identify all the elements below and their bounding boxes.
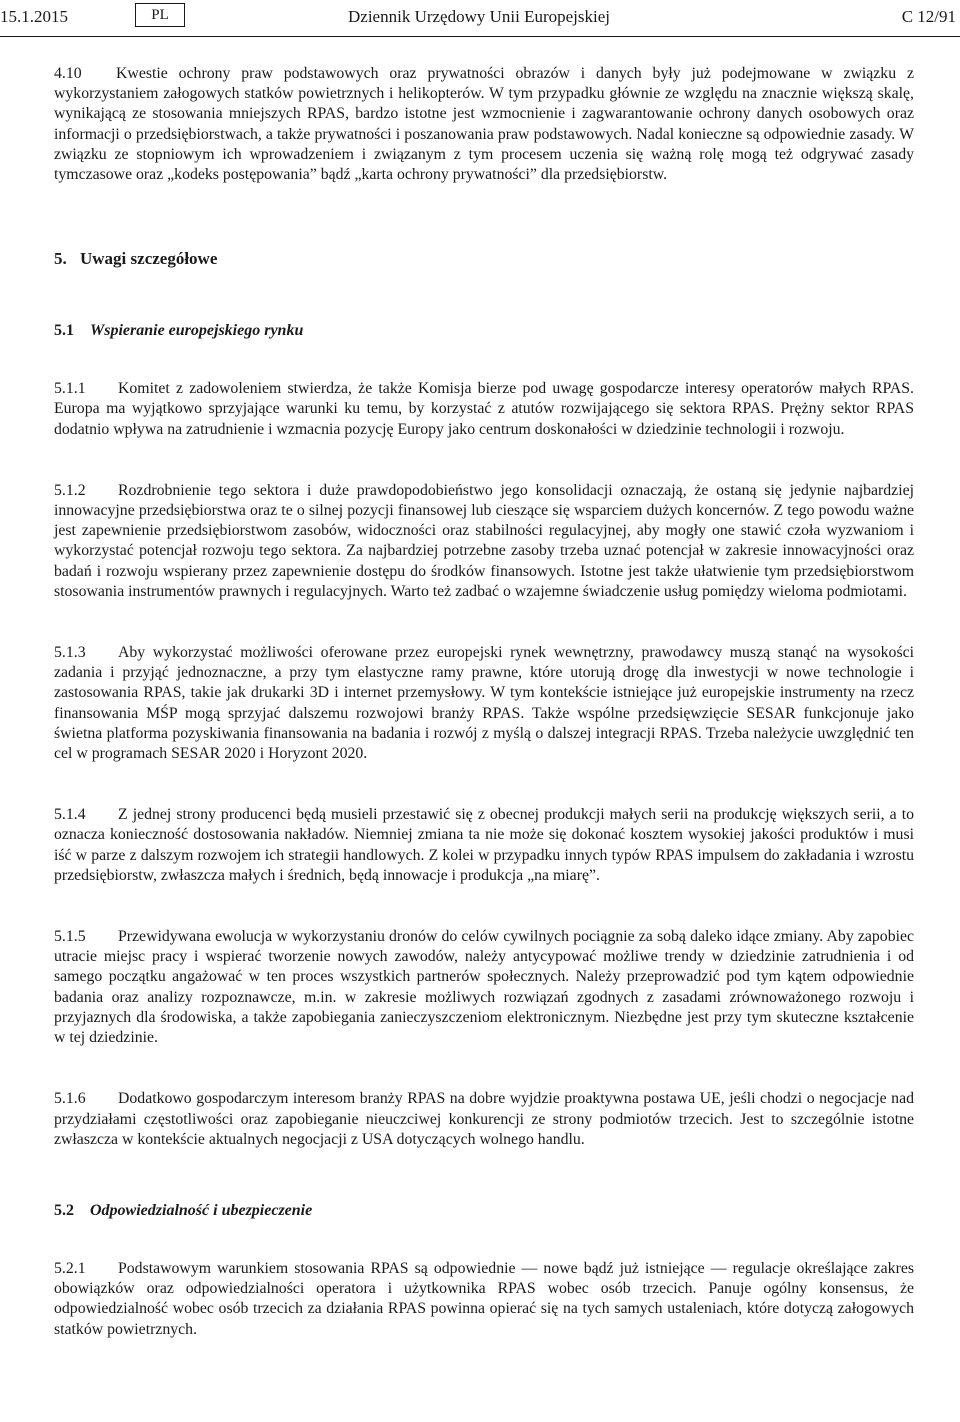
subsection-title: Wspieranie europejskiego rynku [90,322,304,340]
paragraph-text: Z jednej strony producenci będą musieli przestawić się z obecnej produkcji małych serii na produkcję większych serii, a to oznacza konieczność dostosowania nakładów. Niemniej zmiana ta nie może się dokonać kosztem wysokiej jakości produktów i musi iść w parze z dalszym rozwojem ich strategii handlowych. Z kolei w przypadku innych typów RPAS impulsem do zakładania i wzrostu przedsiębiorstw, zwłaszcza małych i średnich, będą innowacje i produkcja „na miarę”. [54,806,914,884]
paragraph-text: Aby wykorzystać możliwości oferowane przez europejski rynek wewnętrzny, prawodawcy muszą stanąć na wysokości zadania i przyjąć jednoznaczne, a przy tym elastyczne ramy prawne, które utorują drogę dla inwestycji w nowe technologie i zastosowania RPAS, takie jak drukarki 3D i internet przemysłowy. W tym kontekście istniejące już europejskie instrumenty na rzecz finansowania MŚP mogą sprzyjać dalszemu rozwojowi branży RPAS. Także wspólne przedsięwzięcie SESAR funkcjonuje jako świetna platforma pozyskiwania finansowania na badania i rozwój z myślą o dalszej integracji RPAS. Trzeba należycie uwzględnić ten cel w programach SESAR 2020 i Horyzont 2020. [54,644,914,763]
paragraph-number: 5.2.1 [54,1259,86,1277]
subsection-title: Odpowiedzialność i ubezpieczenie [90,1201,313,1219]
subsection-heading-5-1 [54,320,914,342]
paragraph-5-1-1 [54,379,914,440]
paragraph-text: Przewidywana ewolucja w wykorzystaniu dronów do celów cywilnych pociągnie za sobą daleko idące zmiany. Aby zapobiec utracie miejsc pracy i wspierać tworzenie nowych zawodów, należy antycypować możliwe trendy w dziedzinie zatrudnienia i od samego początku angażować w ten proces wszystkich partnerów społecznych. Należy przeprowadzić pod tym kątem odpowiednie badania oraz analizy rozpoznawcze, m.in. w zakresie możliwych rozwiązań zgodnych z zasadami zrównoważonego rozwoju i przyjaznych dla środowiska, a także zapobiegania zanieczyszczeniom elektronicznym. Niezbędne jest przy tym skuteczne kształcenie w tej dziedzinie. [54,928,914,1047]
paragraph-5-1-6 [54,1089,914,1150]
paragraph-text: Podstawowym warunkiem stosowania RPAS są odpowiednie — nowe bądź już istniejące — regulacje określające zakres obowiązków oraz odpowiedzialności operatora i użytkownika RPAS wobec osób trzecich. Panuje ogólny konsensus, że odpowiedzialność wobec osób trzecich za działania RPAS powinna opierać się na tych samych ustaleniach, które dotyczą załogowych statków powietrznych. [54,1259,914,1338]
paragraph-text: Komitet z zadowoleniem stwierdza, że także Komisja bierze pod uwagę gospodarcze interesy operatorów małych RPAS. Europa ma wyjątkowo sprzyjające warunki ku temu, by korzystać z atutów rozwijającego się sektora RPAS. Prężny sektor RPAS dodatnio wpływa na zatrudnienie i wzmacnia pozycję Europy jako centrum doskonałości w dziedzinie technologii i rozwoju. [54,380,914,438]
paragraph-number: 5.1.3 [54,644,86,662]
journal-reference: C 12/91 [901,7,956,26]
paragraph-number: 5.1.2 [54,481,86,499]
publication-date: 15.1.2015 [0,7,68,26]
paragraph-number: 5.1.5 [54,928,86,946]
document-body [54,64,914,1340]
subsection-number: 5.1 [54,322,74,340]
paragraph-5-1-3 [54,643,914,764]
journal-title: Dziennik Urzędowy Unii Europejskiej [348,7,611,26]
section-title: Uwagi szczegółowe [80,249,218,269]
section-heading-5 [54,248,914,270]
paragraph-4-10 [54,64,914,185]
paragraph-text: Rozdrobnienie tego sektora i duże prawdopodobieństwo jego konsolidacji oznaczają, że ostaną się jedynie najbardziej innowacyjne przedsiębiorstwa oraz te o silnej pozycji finansowej lub cieszące się wsparciem dużych koncernów. Z tego powodu ważne jest zapewnienie przedsiębiorstwom zasobów, widoczności oraz stabilności regulacyjnej, aby mogły one stawić czoła wyzwaniom i wykorzystać potencjał rozwoju tego sektora. Za najbardziej potrzebne zasoby trzeba uznać potencjał w zakresie innowacyjności oraz badań i rozwoju wspierany przez zapewnienie dostępu do środków finansowych. Istotne jest także ułatwienie tym przedsiębiorstwom stosowania instrumentów prawnych i regulacyjnych. Warto też zadbać o wzajemne świadczenie usług pomiędzy wieloma podmiotami. [54,481,914,600]
paragraph-number: 5.1.6 [54,1090,86,1108]
paragraph-5-1-5 [54,927,914,1048]
subsection-number: 5.2 [54,1201,74,1219]
paragraph-text: Dodatkowo gospodarczym interesom branży RPAS na dobre wyjdzie proaktywna postawa UE, jeśli chodzi o negocjacje nad przydziałami częstotliwości oraz zapobieganie nieuczciwej konkurencji ze strony podmiotów trzecich. Jest to szczególnie istotne zwłaszcza w kontekście aktualnych negocjacji z USA dotyczących wolnego handlu. [54,1090,914,1148]
paragraph-5-1-4 [54,805,914,886]
paragraph-number: 5.1.4 [54,806,86,824]
paragraph-text: Kwestie ochrony praw podstawowych oraz prywatności obrazów i danych były już podejmowane w związku z wykorzystaniem załogowych statków powietrznych i helikopterów. W tym przypadku głównie ze względu na znacznie większą skalę, wynikającą ze stosowania mniejszych RPAS, bardzo istotne jest wzmocnienie i zagwarantowanie ochrony danych osobowych oraz informacji o przedsiębiorstwach, a także prywatności i poszanowania praw podstawowych. Nadal konieczne są odpowiednie zasady. W związku ze stopniowym ich wprowadzeniem i związanym z tym procesem uczenia się ważną rolę mogą też odgrywać zasady tymczasowe oraz „kodeks postępowania” bądź „karta ochrony prywatności” dla przedsiębiorstw. [54,65,914,184]
paragraph-5-1-2 [54,481,914,602]
paragraph-number: 4.10 [54,65,82,82]
section-number: 5. [54,249,67,269]
header-divider [0,36,960,37]
subsection-heading-5-2 [54,1200,914,1222]
paragraph-5-2-1 [54,1259,914,1340]
language-badge: PL [135,3,185,27]
page-header [0,0,960,36]
paragraph-number: 5.1.1 [54,380,86,398]
